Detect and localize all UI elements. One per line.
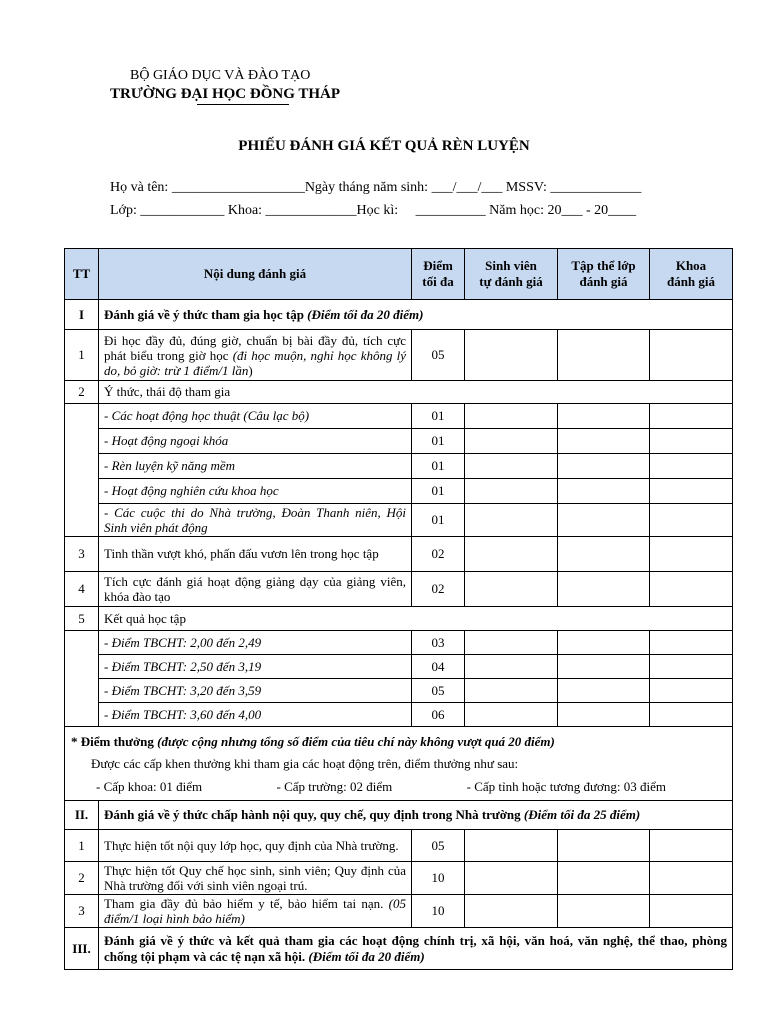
row-content: Tinh thần vượt khó, phấn đấu vươn lên trong học tập (99, 537, 412, 572)
section-title: Đánh giá về ý thức và kết quả tham gia các hoạt động chính trị, xã hội, văn hoá, văn nghệ, thể thao, phòng chống tội phạm và các tệ nạn xã hội. (Điểm tối đa 20 điểm) (99, 928, 733, 970)
class-score-cell[interactable] (558, 404, 650, 429)
bonus-level-university: - Cấp trường: 02 điểm (276, 778, 393, 794)
max-score: 06 (412, 703, 465, 727)
student-info-line-1[interactable]: Họ và tên: ___________________Ngày tháng năm sinh: ___/___/___ MSSV: _____________ (110, 180, 642, 195)
table-row (65, 381, 733, 404)
row-content: - Điểm TBCHT: 3,60 đến 4,00 (99, 703, 412, 727)
table-row (65, 454, 733, 479)
table-row (65, 895, 733, 928)
class-score-cell[interactable] (558, 862, 650, 895)
row-content: - Điểm TBCHT: 3,20 đến 3,59 (99, 679, 412, 703)
table-row (65, 679, 733, 703)
row-content: - Các cuộc thi do Nhà trường, Đoàn Thanh niên, Hội Sinh viên phát động (99, 504, 412, 537)
faculty-score-cell[interactable] (650, 330, 733, 381)
row-content: - Điểm TBCHT: 2,50 đến 3,19 (99, 655, 412, 679)
row-content: Kết quả học tập (99, 607, 733, 631)
row-number: 1 (65, 330, 99, 381)
table-row (65, 862, 733, 895)
faculty-score-cell[interactable] (650, 537, 733, 572)
max-score: 10 (412, 862, 465, 895)
student-score-cell[interactable] (465, 479, 558, 504)
row-content: Ý thức, thái độ tham gia (99, 381, 733, 404)
student-score-cell[interactable] (465, 454, 558, 479)
table-row (65, 537, 733, 572)
max-score: 01 (412, 454, 465, 479)
row-content: Thực hiện tốt nội quy lớp học, quy định của Nhà trường. (99, 830, 412, 862)
row-content: - Rèn luyện kỹ năng mềm (99, 454, 412, 479)
table-row (65, 330, 733, 381)
max-score: 10 (412, 895, 465, 928)
class-score-cell[interactable] (558, 895, 650, 928)
bonus-description: Được các cấp khen thưởng khi tham gia các hoạt động trên, điểm thưởng như sau: (91, 755, 519, 771)
student-score-cell[interactable] (465, 655, 558, 679)
student-score-cell[interactable] (465, 862, 558, 895)
row-content: - Các hoạt động học thuật (Câu lạc bộ) (99, 404, 412, 429)
student-score-cell[interactable] (465, 537, 558, 572)
class-score-cell[interactable] (558, 655, 650, 679)
row-content: Thực hiện tốt Quy chế học sinh, sinh viên; Quy định của Nhà trường đối với sinh viên ngoại trú. (99, 862, 412, 895)
class-score-cell[interactable] (558, 479, 650, 504)
max-score: 03 (412, 631, 465, 655)
section-row (65, 928, 733, 970)
max-score: 01 (412, 504, 465, 537)
bonus-level-province: - Cấp tỉnh hoặc tương đương: 03 điểm (466, 778, 666, 794)
section-number: III. (65, 928, 99, 970)
row-number: 3 (65, 537, 99, 572)
section-title: Đánh giá về ý thức tham gia học tập (Điểm tối đa 20 điểm) (99, 300, 733, 330)
table-row (65, 429, 733, 454)
faculty-score-cell[interactable] (650, 504, 733, 537)
class-score-cell[interactable] (558, 330, 650, 381)
student-score-cell[interactable] (465, 330, 558, 381)
table-row (65, 572, 733, 607)
row-number (65, 631, 99, 727)
faculty-score-cell[interactable] (650, 655, 733, 679)
row-content: - Điểm TBCHT: 2,00 đến 2,49 (99, 631, 412, 655)
row-content: Tham gia đầy đủ bảo hiểm y tế, bảo hiểm tai nạn. (05 điểm/1 loại hình bảo hiểm) (99, 895, 412, 928)
row-number (65, 404, 99, 537)
max-score: 05 (412, 830, 465, 862)
faculty-score-cell[interactable] (650, 404, 733, 429)
section-row (65, 300, 733, 330)
form-title: PHIẾU ĐÁNH GIÁ KẾT QUẢ RÈN LUYỆN (238, 138, 530, 154)
table-row (65, 404, 733, 429)
class-score-cell[interactable] (558, 504, 650, 537)
table-row (65, 830, 733, 862)
class-score-cell[interactable] (558, 429, 650, 454)
header-underline (197, 104, 289, 105)
faculty-score-cell[interactable] (650, 572, 733, 607)
class-score-cell[interactable] (558, 631, 650, 655)
row-number: 5 (65, 607, 99, 631)
bonus-content (65, 727, 733, 801)
row-content: - Hoạt động ngoại khóa (99, 429, 412, 454)
faculty-score-cell[interactable] (650, 679, 733, 703)
max-score: 05 (412, 330, 465, 381)
student-score-cell[interactable] (465, 404, 558, 429)
row-number: 1 (65, 830, 99, 862)
max-score: 05 (412, 679, 465, 703)
university-name: TRƯỜNG ĐẠI HỌC ĐỒNG THÁP (110, 86, 341, 102)
ministry-name: BỘ GIÁO DỤC VÀ ĐÀO TẠO (130, 68, 311, 83)
student-score-cell[interactable] (465, 429, 558, 454)
student-score-cell[interactable] (465, 703, 558, 727)
row-number: 2 (65, 381, 99, 404)
student-score-cell[interactable] (465, 895, 558, 928)
col-header-content: Nội dung đánh giá (99, 249, 412, 300)
table-row (65, 631, 733, 655)
section-row (65, 801, 733, 830)
col-header-faculty: Khoa đánh giá (650, 249, 733, 300)
max-score: 01 (412, 479, 465, 504)
class-score-cell[interactable] (558, 572, 650, 607)
faculty-score-cell[interactable] (650, 429, 733, 454)
faculty-score-cell[interactable] (650, 830, 733, 862)
bonus-row (65, 727, 733, 801)
section-number: I (65, 300, 99, 330)
max-score: 01 (412, 429, 465, 454)
col-header-class: Tập thể lớp đánh giá (558, 249, 650, 300)
section-title: Đánh giá về ý thức chấp hành nội quy, quy chế, quy định trong Nhà trường (Điểm tối đa 25 điểm) (99, 801, 733, 830)
max-score: 02 (412, 572, 465, 607)
faculty-score-cell[interactable] (650, 454, 733, 479)
faculty-score-cell[interactable] (650, 479, 733, 504)
faculty-score-cell[interactable] (650, 703, 733, 727)
class-score-cell[interactable] (558, 537, 650, 572)
faculty-score-cell[interactable] (650, 895, 733, 928)
table-row (65, 607, 733, 631)
table-row (65, 504, 733, 537)
max-score: 01 (412, 404, 465, 429)
student-score-cell[interactable] (465, 572, 558, 607)
faculty-score-cell[interactable] (650, 862, 733, 895)
row-content: Tích cực đánh giá hoạt động giảng dạy của giảng viên, khóa đào tạo (99, 572, 412, 607)
table-row (65, 479, 733, 504)
max-score: 04 (412, 655, 465, 679)
section-number: II. (65, 801, 99, 830)
col-header-tt: TT (65, 249, 99, 300)
student-info-line-2[interactable]: Lớp: ____________ Khoa: _____________Học kì: __________ Năm học: 20___ - 20____ (110, 203, 637, 218)
bonus-title: * Điểm thưởng (được cộng nhưng tổng số điểm của tiêu chí này không vượt quá 20 điểm) (71, 733, 555, 749)
row-number: 2 (65, 862, 99, 895)
evaluation-table (64, 248, 733, 970)
student-score-cell[interactable] (465, 504, 558, 537)
max-score: 02 (412, 537, 465, 572)
row-content: Đi học đầy đủ, đúng giờ, chuẩn bị bài đầy đủ, tích cực phát biểu trong giờ học (đi học muộn, nghỉ học không lý do, bỏ giờ: trừ 1 điểm/1 lần) (99, 330, 412, 381)
bonus-levels (71, 778, 726, 795)
col-header-student: Sinh viên tự đánh giá (465, 249, 558, 300)
student-score-cell[interactable] (465, 830, 558, 862)
table-header-row (65, 249, 733, 300)
col-header-max-score: Điểm tối đa (412, 249, 465, 300)
bonus-level-faculty: - Cấp khoa: 01 điểm (96, 778, 203, 794)
table-row (65, 655, 733, 679)
table-row (65, 703, 733, 727)
row-number: 3 (65, 895, 99, 928)
row-content: - Hoạt động nghiên cứu khoa học (99, 479, 412, 504)
faculty-score-cell[interactable] (650, 631, 733, 655)
class-score-cell[interactable] (558, 454, 650, 479)
class-score-cell[interactable] (558, 679, 650, 703)
student-score-cell[interactable] (465, 679, 558, 703)
row-number: 4 (65, 572, 99, 607)
class-score-cell[interactable] (558, 830, 650, 862)
class-score-cell[interactable] (558, 703, 650, 727)
student-score-cell[interactable] (465, 631, 558, 655)
